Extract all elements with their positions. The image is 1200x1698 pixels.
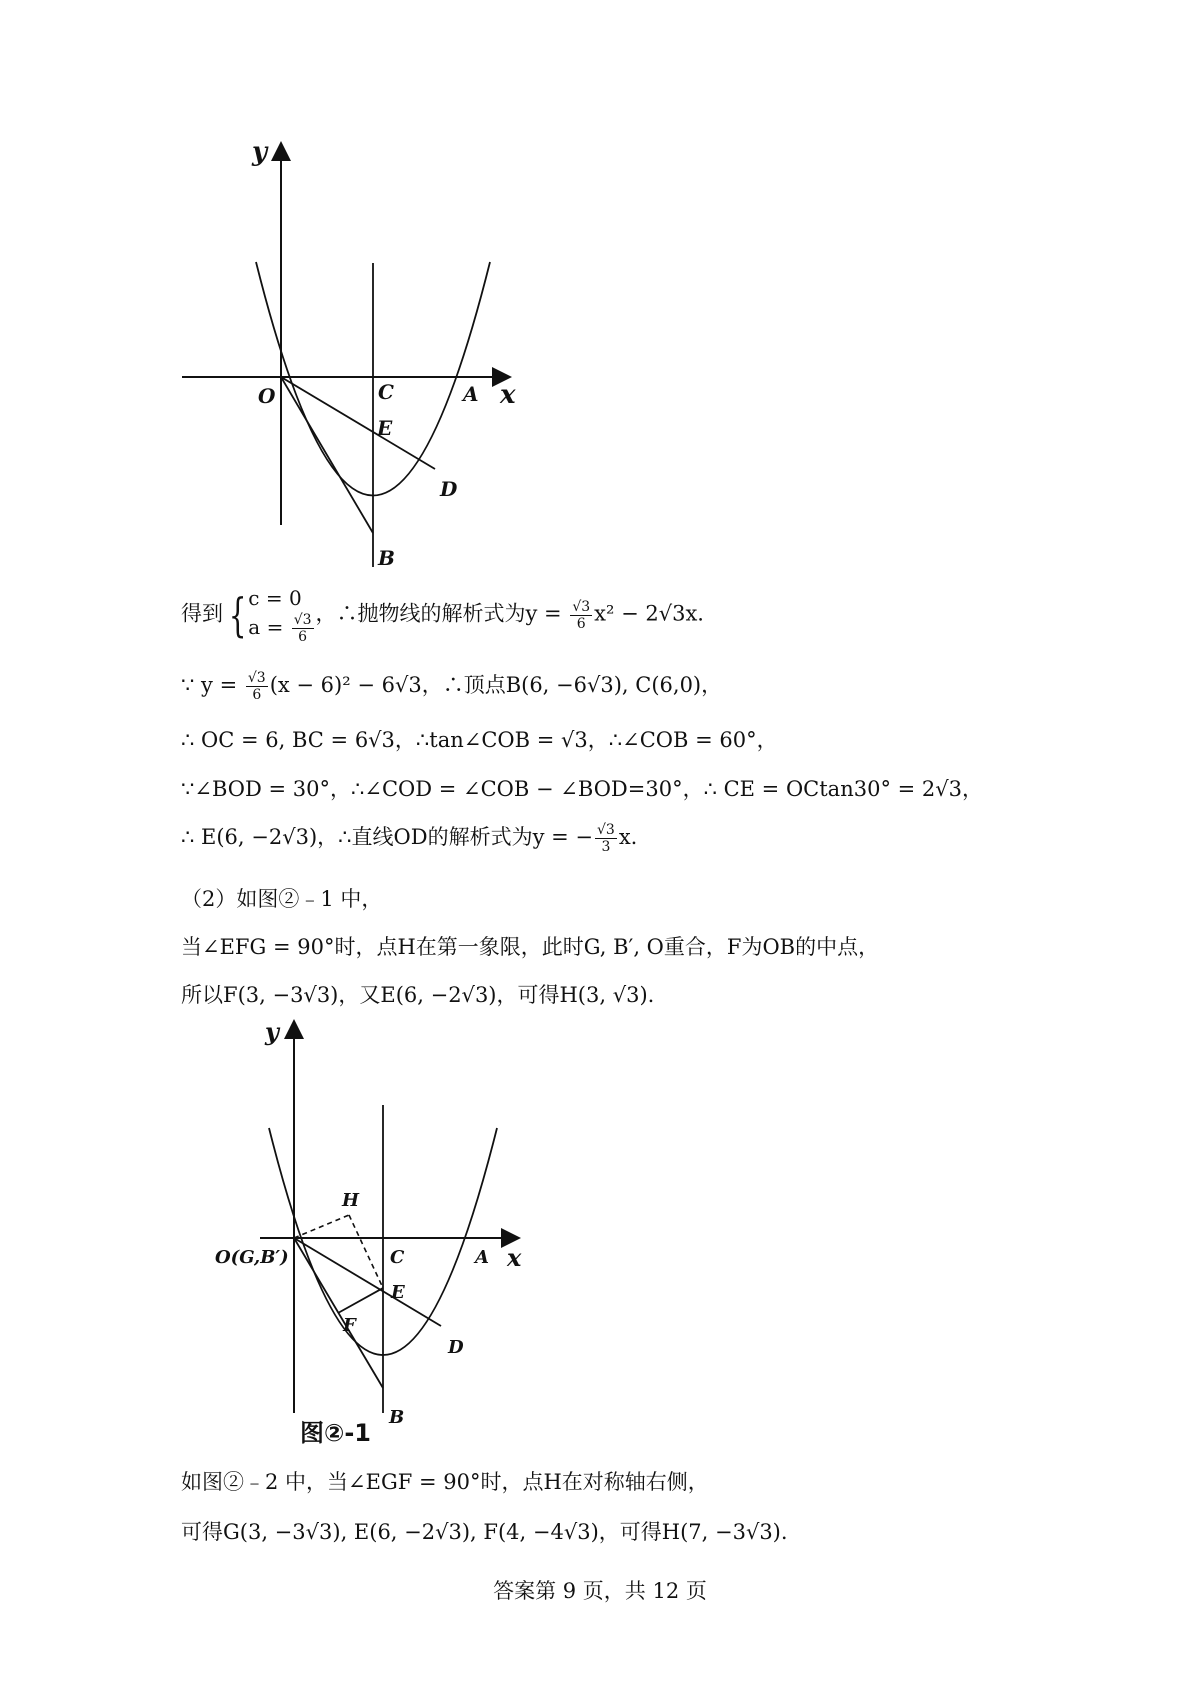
line-10: 可得G(3, −3√3), E(6, −2√3), F(4, −4√3)，可得H(7, −3√3).	[181, 1520, 788, 1544]
label-E: E	[377, 416, 393, 440]
label-B: B	[378, 546, 395, 570]
figure-caption: 图②-1	[300, 1419, 371, 1447]
text-end: (x − 6)² − 6√3，∴顶点B(6, −6√3), C(6,0)，	[269, 673, 723, 698]
segment-OB	[281, 377, 373, 533]
fraction-den: 6	[298, 629, 308, 646]
label-B: B	[389, 1407, 405, 1428]
fraction-num: √3	[572, 598, 591, 615]
figure-2-1	[215, 1013, 535, 1453]
label-A: A	[463, 382, 479, 406]
text-mid: ，∴抛物线的解析式为y =	[315, 601, 569, 626]
label-E: E	[391, 1282, 405, 1303]
fraction-den: 6	[252, 687, 262, 704]
fraction	[246, 670, 268, 703]
line-6: （2）如图②﹣1 中，	[181, 887, 383, 911]
line-4: ∵∠BOD = 30°，∴∠COD = ∠COB − ∠BOD=30°，∴ CE = OCtan30° = 2√3，	[181, 777, 983, 801]
line-2	[181, 670, 722, 703]
label-C: C	[390, 1247, 405, 1268]
text-end: x² − 2√3x.	[594, 601, 704, 626]
label-x: x	[500, 380, 516, 410]
system-eq-2-lhs: a =	[248, 615, 290, 640]
fraction-num: √3	[247, 670, 266, 686]
brace: {	[228, 588, 247, 643]
label-D: D	[448, 1337, 464, 1358]
line-7: 当∠EFG = 90°时，点H在第一象限，此时G, B′, O重合，F为OB的中点，	[181, 935, 880, 959]
segment-FE	[338, 1288, 383, 1313]
fraction	[595, 822, 617, 855]
page-footer: 答案第 9 页，共 12 页	[493, 1579, 707, 1603]
fraction-num: √3	[596, 822, 615, 838]
figure-1-parabola	[170, 135, 530, 575]
label-x: x	[507, 1243, 522, 1272]
fraction-den: 3	[601, 839, 611, 856]
text-prefix: 得到	[181, 601, 223, 626]
system-eq-2	[248, 612, 315, 645]
label-A: A	[475, 1247, 489, 1268]
dashed-HE	[349, 1215, 383, 1288]
fraction	[570, 599, 592, 632]
line-3: ∴ OC = 6, BC = 6√3，∴tan∠COB = √3，∴∠COB = 60°，	[181, 728, 778, 752]
line-5	[181, 822, 637, 855]
fraction	[292, 612, 314, 645]
fraction-num: √3	[293, 612, 312, 628]
label-y: y	[265, 1017, 279, 1046]
text-prefix: ∵ y =	[181, 673, 244, 698]
text-prefix: ∴ E(6, −2√3)，∴直线OD的解析式为y = −	[181, 825, 593, 850]
segment-OD	[281, 377, 435, 469]
line-9: 如图②﹣2 中，当∠EGF = 90°时，点H在对称轴右侧，	[181, 1470, 709, 1494]
system-eq-1: c = 0	[248, 586, 302, 610]
fraction-den: 6	[576, 615, 586, 632]
dashed-OH	[294, 1215, 349, 1238]
label-F: F	[343, 1315, 356, 1336]
text-end: x.	[618, 825, 638, 850]
equation-system	[248, 585, 315, 645]
label-C: C	[378, 380, 394, 404]
label-O: O(G,B′)	[215, 1247, 289, 1268]
line-1	[181, 585, 704, 645]
line-8: 所以F(3, −3√3)，又E(6, −2√3)，可得H(3, √3).	[181, 983, 655, 1007]
label-O: O	[258, 384, 276, 408]
label-H: H	[342, 1190, 360, 1211]
segment-OD	[294, 1238, 441, 1326]
label-D: D	[440, 477, 458, 501]
label-y: y	[252, 137, 268, 167]
